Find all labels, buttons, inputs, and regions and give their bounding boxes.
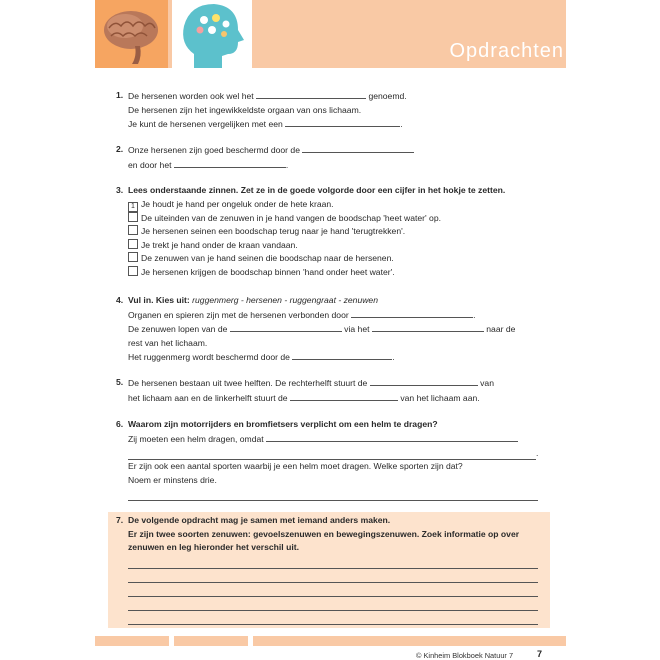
order-box[interactable] xyxy=(128,266,138,276)
head-illustration xyxy=(172,0,252,68)
order-box[interactable] xyxy=(128,225,138,235)
q2-text: en door het xyxy=(128,159,172,170)
q3-item-text: De uiteinden van de zenuwen in je hand vangen de boodschap 'heet water' op. xyxy=(141,212,441,223)
q1-text: . xyxy=(400,119,403,129)
q3-item xyxy=(128,266,505,280)
answer-line[interactable] xyxy=(128,487,538,501)
answer-blank[interactable] xyxy=(351,308,476,320)
q4-text: naar de xyxy=(486,324,516,334)
question-number: 5. xyxy=(116,377,124,387)
footer-bar xyxy=(253,636,566,646)
page-number: 7 xyxy=(537,649,543,659)
q4-instruction: Vul in. Kies uit: xyxy=(128,295,190,305)
q3-item-text: Je trekt je hand onder de kraan vandaan. xyxy=(141,239,298,250)
answer-blank[interactable] xyxy=(372,322,484,332)
answer-line[interactable] xyxy=(128,611,538,625)
question-number: 2. xyxy=(116,144,124,154)
q7-text: De volgende opdracht mag je samen met iemand anders maken. xyxy=(128,515,391,525)
question-3 xyxy=(116,184,505,279)
page-title: Opdrachten xyxy=(449,40,564,62)
q5-text: De hersenen bestaan uit twee helften. De rechterhelft stuurt de xyxy=(128,378,368,388)
q3-item-text: Je hersenen seinen een boodschap terug naar je hand 'terugtrekken'. xyxy=(141,226,406,236)
q1-text: De hersenen zijn het ingewikkeldste orgaan van ons lichaam. xyxy=(128,104,362,115)
order-box[interactable]: 1 xyxy=(128,202,138,212)
q2-text: Onze hersenen zijn goed beschermd door de xyxy=(128,145,300,155)
q4-text: via het xyxy=(344,324,370,334)
answer-line[interactable] xyxy=(128,446,539,460)
q4-text: rest van het lichaam. xyxy=(128,337,208,348)
q7-text: zenuwen en leg hieronder het verschil uit. xyxy=(128,542,299,552)
q3-item xyxy=(128,239,505,253)
q3-item-text: Je houdt je hand per ongeluk onder de hete kraan. xyxy=(141,198,334,209)
question-4 xyxy=(116,294,515,365)
answer-blank[interactable] xyxy=(285,117,403,129)
q4-text: Organen en spieren zijn met de hersenen verbonden door xyxy=(128,309,349,320)
question-2 xyxy=(116,143,414,172)
q6-text: Er zijn ook een aantal sporten waarbij je een helm moet dragen. Welke sporten zijn dat? xyxy=(128,461,463,471)
q3-item xyxy=(128,252,505,266)
answer-blank[interactable] xyxy=(174,158,289,170)
q7-text: Er zijn twee soorten zenuwen: gevoelszenuwen en bewegingszenuwen. Zoek informatie op over xyxy=(128,528,520,539)
answer-blank[interactable] xyxy=(266,432,518,442)
order-box[interactable] xyxy=(128,212,138,222)
answer-blank[interactable] xyxy=(292,350,395,362)
answer-blank[interactable] xyxy=(370,376,478,386)
q6-text: Noem er minstens drie. xyxy=(128,474,217,485)
answer-line[interactable] xyxy=(128,583,538,597)
answer-line[interactable] xyxy=(128,555,538,569)
q3-item-list xyxy=(128,198,505,280)
answer-blank[interactable] xyxy=(230,322,342,332)
question-number: 7. xyxy=(116,515,124,525)
answer-blank[interactable] xyxy=(256,89,366,99)
question-7 xyxy=(116,514,540,625)
q4-text: Het ruggenmerg wordt beschermd door de xyxy=(128,352,290,362)
q1-text: De hersenen worden ook wel het xyxy=(128,91,254,101)
footer-bar xyxy=(174,636,248,646)
footer-copyright: © Kinheim Blokboek Natuur 7 xyxy=(416,651,514,660)
q1-text: Je kunt de hersenen vergelijken met een xyxy=(128,119,283,129)
answer-blank[interactable] xyxy=(302,143,414,153)
q6-question: Waarom zijn motorrijders en bromfietsers verplicht om een helm te dragen? xyxy=(128,419,438,429)
footer-bar xyxy=(95,636,169,646)
order-box[interactable] xyxy=(128,239,138,249)
question-5 xyxy=(116,376,494,405)
question-number: 6. xyxy=(116,419,124,429)
q6-text: . xyxy=(536,447,539,458)
q4-choices: ruggenmerg - hersenen - ruggengraat - zenuwen xyxy=(192,295,378,305)
order-box[interactable] xyxy=(128,252,138,262)
q3-instruction: Lees onderstaande zinnen. Zet ze in de goede volgorde door een cijfer in het hokje te zetten. xyxy=(128,185,506,195)
q3-item-text: De zenuwen van je hand seinen die boodschap naar de hersenen. xyxy=(141,253,394,263)
q3-item xyxy=(128,212,505,226)
brain-image xyxy=(95,0,168,68)
q2-text: . xyxy=(285,159,289,170)
q4-text: . xyxy=(392,352,395,362)
q5-text: het lichaam aan en de linkerhelft stuurt de xyxy=(128,392,288,403)
q6-text: Zij moeten een helm dragen, omdat xyxy=(128,433,264,444)
question-number: 4. xyxy=(116,295,124,305)
q3-item-text: Je hersenen krijgen de boodschap binnen 'hand onder heet water'. xyxy=(141,266,395,277)
question-number: 1. xyxy=(116,90,124,100)
question-1 xyxy=(116,89,407,132)
q5-text: van het lichaam aan. xyxy=(400,392,480,403)
q1-text: genoemd. xyxy=(368,91,407,101)
question-number: 3. xyxy=(116,185,124,195)
answer-blank[interactable] xyxy=(290,391,398,401)
answer-line[interactable] xyxy=(128,569,538,583)
q3-item xyxy=(128,198,505,212)
q4-text: . xyxy=(473,309,476,320)
q4-text: De zenuwen lopen van de xyxy=(128,324,228,334)
q5-text: van xyxy=(480,378,494,388)
answer-line[interactable] xyxy=(128,597,538,611)
q3-item xyxy=(128,225,505,239)
question-6 xyxy=(116,418,540,501)
